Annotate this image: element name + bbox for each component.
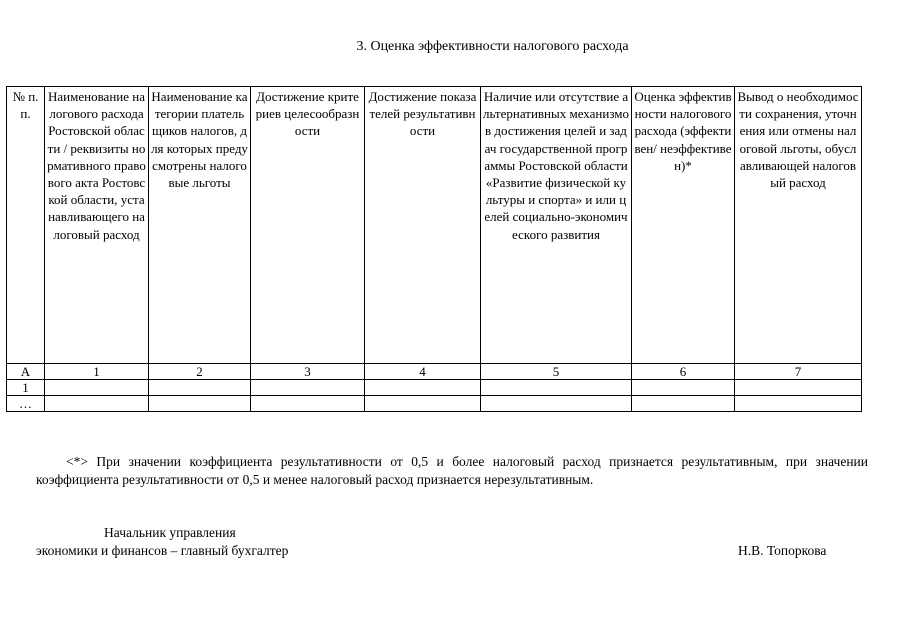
table-cell [481,380,632,396]
signatory-position-line2: экономики и финансов – главный бухгалтер [36,543,289,558]
header-cell-expediency: Достижение критериев целесообразности [251,87,365,364]
table-cell [735,396,862,412]
header-cell-conclusion: Вывод о необходимости сохранения, уточнения или отмены налоговой льготы, обуславливающей налоговый расход [735,87,862,364]
column-number: 2 [149,364,251,380]
table-cell [251,396,365,412]
table-row [7,380,862,396]
table-cell [251,380,365,396]
header-cell-taxpayer-category: Наименование категории плательщиков налогов, для которых предусмотрены налоговые льготы [149,87,251,364]
table-cell [632,380,735,396]
column-number: 7 [735,364,862,380]
column-number: А [7,364,45,380]
header-row [7,87,862,364]
table-cell [45,380,149,396]
header-cell-efficiency: Оценка эффективности налогового расхода (эффективен/ неэффективен)* [632,87,735,364]
header-cell-alternatives: Наличие или отсутствие альтернативных механизмов достижения целей и задач государственной программы Ростовской области «Развитие физической культуры и спорта» и или целей социально-экономического развития [481,87,632,364]
table-cell [481,396,632,412]
table-cell [365,380,481,396]
signatory-name: Н.В. Топоркова [738,543,827,558]
table-cell [149,380,251,396]
column-number: 3 [251,364,365,380]
table-cell [735,380,862,396]
table-cell: … [7,396,45,412]
page-title: 3. Оценка эффективности налогового расхода [356,39,629,54]
column-number: 4 [365,364,481,380]
table-row [7,396,862,412]
column-number-row [7,364,862,380]
header-cell-performance: Достижение показателей результативности [365,87,481,364]
header-cell-number: № п.п. [7,87,45,364]
table-cell [45,396,149,412]
table-cell: 1 [7,380,45,396]
table-cell [149,396,251,412]
footnote [36,453,868,489]
column-number: 6 [632,364,735,380]
evaluation-table [6,86,862,412]
column-number: 1 [45,364,149,380]
column-number: 5 [481,364,632,380]
table-cell [365,396,481,412]
header-cell-expense-name: Наименование налогового расхода Ростовской области / реквизиты нормативного правового акта Ростовской области, устанавливающего налоговый расход [45,87,149,364]
footnote-text: <*> При значении коэффициента результативности от 0,5 и более налоговый расход признается результативным, при значении коэффициента результативности от 0,5 и менее налоговый расход признается нерезультативным. [36,454,868,487]
signatory-position-line1: Начальник управления [104,525,236,540]
table-cell [632,396,735,412]
